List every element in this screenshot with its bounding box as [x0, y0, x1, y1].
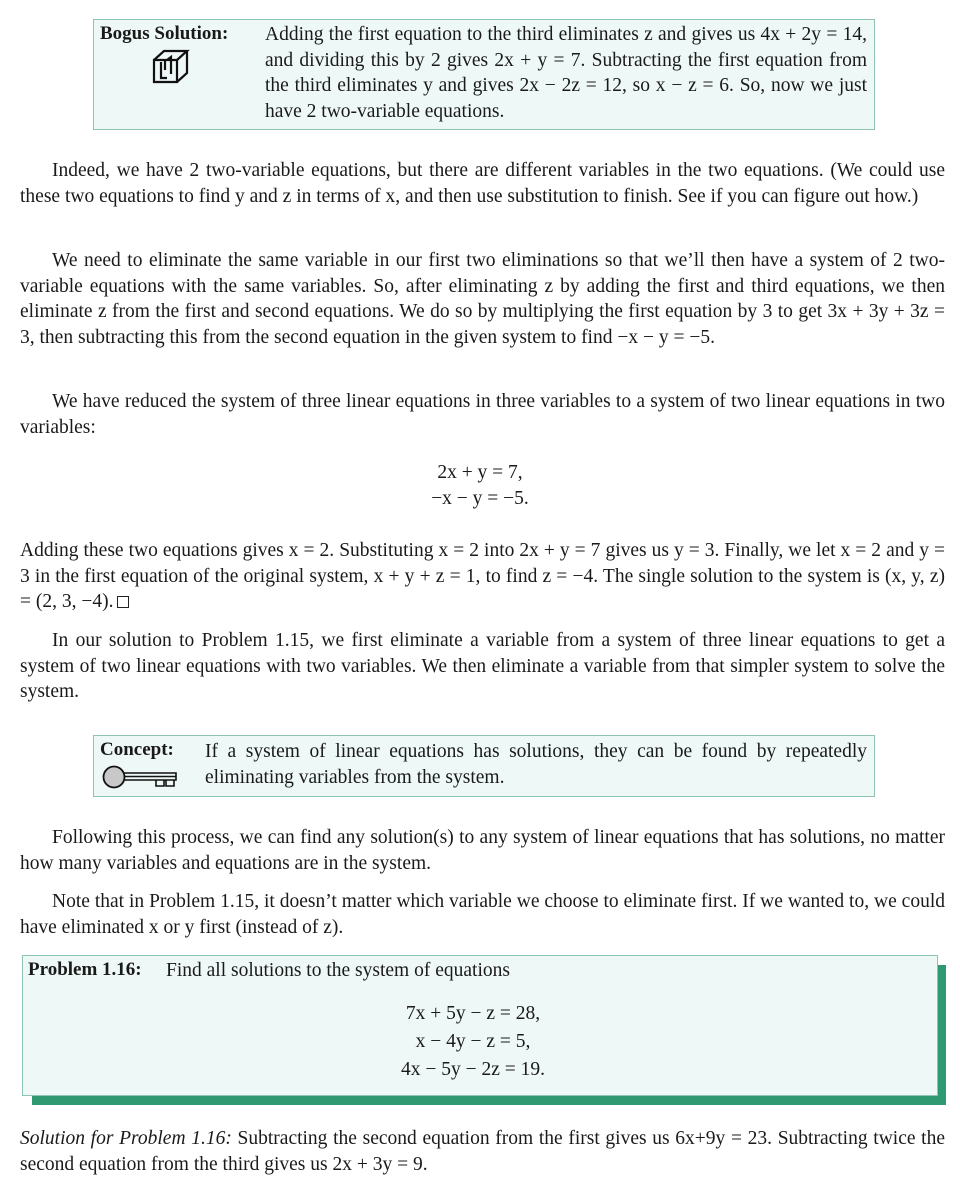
problem-label: Problem 1.16:: [28, 959, 142, 980]
paragraph-5: [20, 628, 945, 705]
equation-line: 4x − 5y − 2z = 19.: [400, 1059, 546, 1080]
paragraph-1: [20, 158, 945, 209]
paragraph-1-text: Indeed, we have 2 two-variable equations, but there are different variables in the two equations. (We could use these two equations to find y and z in terms of x, and then use substitution to finish. See if you can figure out how.): [20, 160, 945, 207]
bogus-solution-box: [93, 19, 875, 130]
solution-paragraph: [20, 1126, 945, 1177]
paragraph-7: [20, 889, 945, 940]
paragraph-3-text: We have reduced the system of three linear equations in three variables to a system of two linear equations in two variables:: [20, 391, 945, 438]
problem-equations: [353, 1000, 593, 1084]
paragraph-2: [20, 248, 945, 350]
concept-text: If a system of linear equations has solutions, they can be found by repeatedly eliminating variables from the system.: [205, 741, 867, 788]
concept-box: [93, 735, 875, 797]
equation-line: −x − y = −5.: [431, 487, 529, 509]
paragraph-6: [20, 825, 945, 876]
problem-statement: Find all solutions to the system of equations: [166, 960, 510, 981]
equation-line: x − 4y − z = 5,: [415, 1031, 531, 1052]
paragraph-7-text: Note that in Problem 1.15, it doesn’t matter which variable we choose to eliminate first. If we wanted to, we could have eliminated x or y first (instead of z).: [20, 891, 945, 938]
equation-line: 2x + y = 7,: [437, 462, 523, 483]
solution-label: Solution for Problem 1.16:: [20, 1128, 232, 1149]
paragraph-5-text: In our solution to Problem 1.15, we first eliminate a variable from a system of three linear equations to get a system of two linear equations with two variables. We then eliminate a variable from that simpler system to solve the system.: [20, 630, 945, 702]
qed-square-icon: [117, 596, 129, 608]
paragraph-4: [20, 538, 945, 615]
paragraph-6-text: Following this process, we can find any solution(s) to any system of linear equations that has solutions, no matter how many variables and equations are in the system.: [20, 827, 945, 874]
equation-line: 7x + 5y − z = 28,: [405, 1003, 541, 1024]
concept-label: Concept:: [100, 739, 174, 760]
reduced-system: [380, 460, 580, 511]
problem-box: [22, 955, 938, 1096]
paragraph-3: [20, 389, 945, 440]
bogus-solution-text: Adding the first equation to the third eliminates z and gives us 4x + 2y = 14, and dividing this by 2 gives 2x + y = 7. Subtracting the first equation from the third eliminates y and gives 2x − 2z = 12, so x − z = 6. So, now we just have 2 two-variable equations.: [265, 24, 867, 122]
paragraph-4-text: Adding these two equations gives x = 2. Substituting x = 2 into 2x + y = 7 gives us y = 3. Finally, we let x = 2 and y = 3 in the first equation of the original system, x + y + z = 1, to find z = −4. The single solution to the system is (x, y, z) = (2, 3, −4).: [20, 540, 945, 612]
key-icon: [102, 764, 178, 790]
bogus-solution-label: Bogus Solution:: [100, 23, 229, 44]
trapdoor-box-icon: [151, 48, 191, 84]
paragraph-2-text: We need to eliminate the same variable in our first two eliminations so that we’ll then have a system of 2 two-variable equations with the same variables. So, after eliminating z by adding the first and third equations, we then eliminate z from the first and second equations. We do so by multiplying the first equation by 3 to get 3x + 3y + 3z = 3, then subtracting this from the second equation in the given system to find −x − y = −5.: [20, 250, 945, 348]
solution-text: Subtracting the second equation from the first gives us 6x+9y = 23. Subtracting twice the second equation from the third gives us 2x + 3y = 9.: [20, 1128, 946, 1175]
